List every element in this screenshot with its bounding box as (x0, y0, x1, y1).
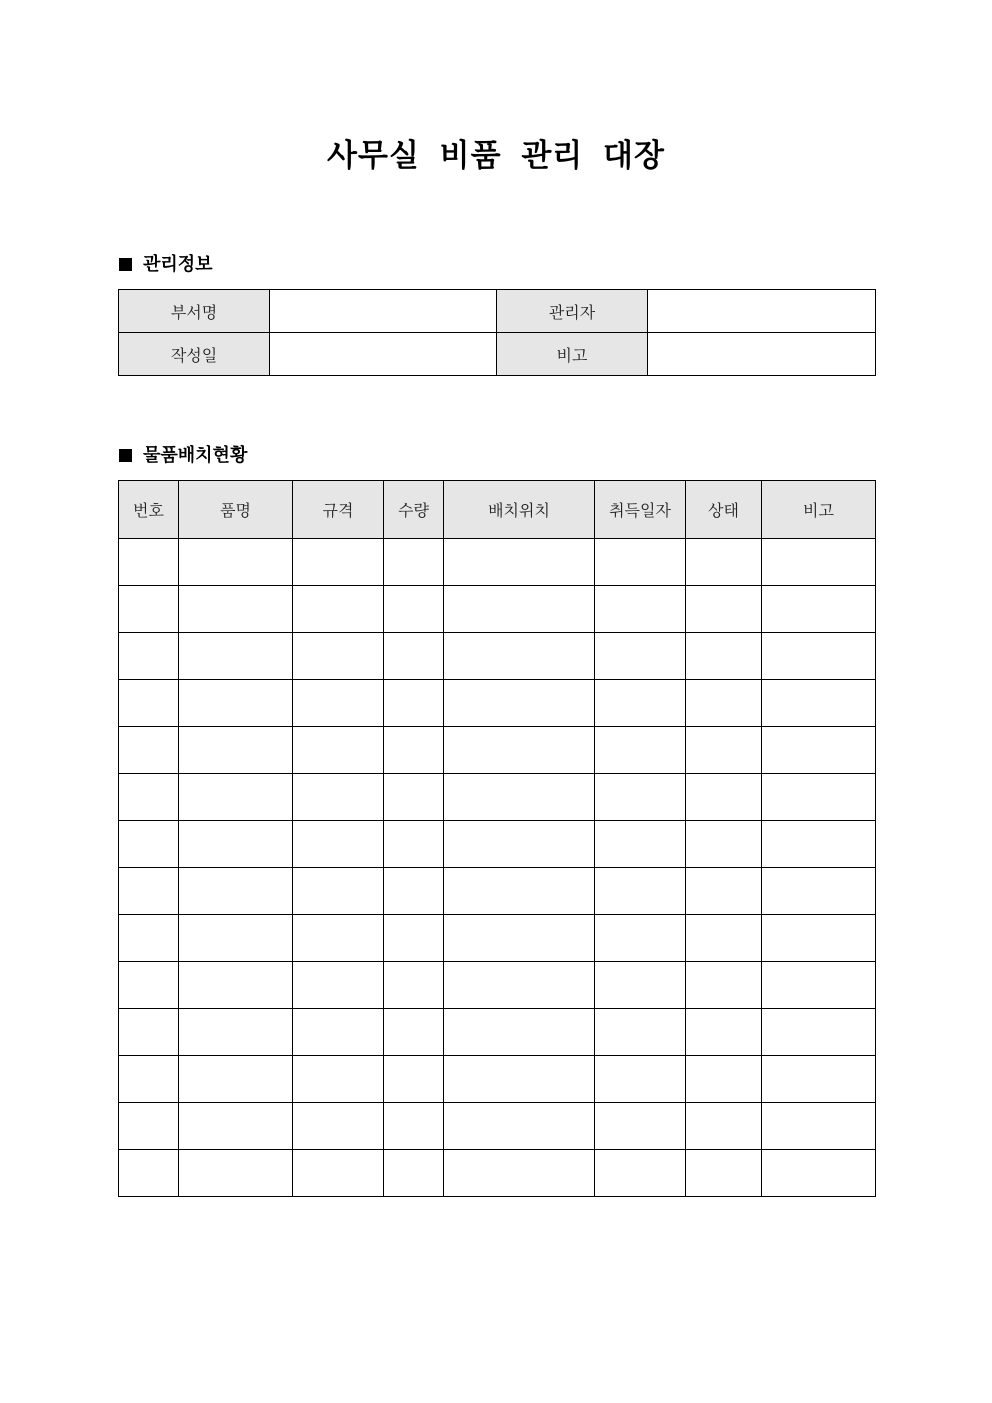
table-row (119, 680, 876, 727)
table-cell[interactable] (595, 1103, 686, 1150)
table-cell[interactable] (762, 633, 876, 680)
note-value-cell[interactable] (648, 333, 876, 376)
table-cell[interactable] (595, 1009, 686, 1056)
table-cell[interactable] (762, 586, 876, 633)
info-table (118, 289, 876, 376)
section-heading-items-label: 물품배치현황 (143, 445, 248, 466)
table-cell[interactable] (179, 1150, 293, 1197)
table-cell[interactable] (384, 1056, 444, 1103)
table-cell[interactable] (444, 586, 595, 633)
table-cell[interactable] (293, 1103, 384, 1150)
table-cell[interactable] (293, 633, 384, 680)
page-title: 사무실 비품 관리 대장 (327, 138, 665, 174)
department-label: 부서명 (119, 290, 270, 333)
table-cell[interactable] (762, 1150, 876, 1197)
table-cell[interactable] (293, 915, 384, 962)
table-row (119, 1056, 876, 1103)
table-cell[interactable] (384, 821, 444, 868)
table-cell[interactable] (444, 915, 595, 962)
table-cell[interactable] (384, 680, 444, 727)
table-row (119, 962, 876, 1009)
table-cell[interactable] (293, 586, 384, 633)
table-cell[interactable] (595, 727, 686, 774)
table-cell[interactable] (444, 774, 595, 821)
table-cell[interactable] (119, 915, 179, 962)
table-row (119, 633, 876, 680)
table-cell[interactable] (384, 1150, 444, 1197)
table-cell[interactable] (384, 539, 444, 586)
table-cell[interactable] (119, 1103, 179, 1150)
table-cell[interactable] (595, 1150, 686, 1197)
table-cell[interactable] (384, 586, 444, 633)
table-cell[interactable] (444, 539, 595, 586)
table-cell[interactable] (179, 962, 293, 1009)
table-cell[interactable] (762, 539, 876, 586)
department-value-cell[interactable] (270, 290, 497, 333)
table-row (119, 586, 876, 633)
table-cell[interactable] (179, 539, 293, 586)
items-table-body (119, 539, 876, 1197)
table-cell[interactable] (444, 633, 595, 680)
table-cell[interactable] (384, 962, 444, 1009)
table-cell[interactable] (119, 962, 179, 1009)
table-cell[interactable] (119, 633, 179, 680)
table-cell[interactable] (762, 1009, 876, 1056)
table-cell[interactable] (293, 727, 384, 774)
table-cell[interactable] (384, 1009, 444, 1056)
table-cell[interactable] (762, 1056, 876, 1103)
square-bullet-icon (119, 258, 132, 271)
table-cell[interactable] (686, 586, 762, 633)
table-cell[interactable] (595, 868, 686, 915)
table-cell[interactable] (119, 1009, 179, 1056)
table-cell[interactable] (293, 962, 384, 1009)
table-cell[interactable] (686, 821, 762, 868)
table-cell[interactable] (384, 774, 444, 821)
table-row (119, 539, 876, 586)
table-cell[interactable] (384, 915, 444, 962)
table-cell[interactable] (686, 539, 762, 586)
table-cell[interactable] (293, 868, 384, 915)
table-cell[interactable] (595, 821, 686, 868)
table-cell[interactable] (686, 962, 762, 1009)
table-row (119, 868, 876, 915)
table-cell[interactable] (444, 1103, 595, 1150)
table-cell[interactable] (179, 1103, 293, 1150)
column-header-spec: 규격 (293, 481, 384, 539)
table-cell[interactable] (686, 774, 762, 821)
table-cell[interactable] (762, 774, 876, 821)
column-header-quantity: 수량 (384, 481, 444, 539)
table-row (119, 1103, 876, 1150)
manager-value-cell[interactable] (648, 290, 876, 333)
table-cell[interactable] (762, 1103, 876, 1150)
table-cell[interactable] (595, 586, 686, 633)
table-cell[interactable] (119, 727, 179, 774)
table-cell[interactable] (119, 680, 179, 727)
items-header-row (119, 481, 876, 539)
table-cell[interactable] (119, 868, 179, 915)
column-header-item-name: 품명 (179, 481, 293, 539)
table-cell[interactable] (686, 1103, 762, 1150)
section-heading-items (119, 444, 247, 468)
table-cell[interactable] (444, 680, 595, 727)
section-heading-info-label: 관리정보 (143, 254, 213, 275)
table-cell[interactable] (762, 727, 876, 774)
table-cell[interactable] (762, 821, 876, 868)
table-cell[interactable] (179, 727, 293, 774)
column-header-acquired-date: 취득일자 (595, 481, 686, 539)
note-label: 비고 (497, 333, 648, 376)
table-cell[interactable] (293, 680, 384, 727)
table-row (119, 1150, 876, 1197)
table-cell[interactable] (595, 680, 686, 727)
column-header-status: 상태 (686, 481, 762, 539)
table-cell[interactable] (686, 1009, 762, 1056)
table-cell[interactable] (384, 633, 444, 680)
table-cell[interactable] (686, 1056, 762, 1103)
date-label: 작성일 (119, 333, 270, 376)
table-cell[interactable] (444, 1009, 595, 1056)
column-header-note: 비고 (762, 481, 876, 539)
table-cell[interactable] (595, 915, 686, 962)
table-cell[interactable] (762, 962, 876, 1009)
table-cell[interactable] (179, 680, 293, 727)
table-cell[interactable] (119, 1056, 179, 1103)
table-cell[interactable] (179, 633, 293, 680)
info-row (119, 290, 876, 333)
table-row (119, 727, 876, 774)
table-cell[interactable] (293, 821, 384, 868)
table-cell[interactable] (444, 868, 595, 915)
table-cell[interactable] (595, 1056, 686, 1103)
table-row (119, 774, 876, 821)
table-cell[interactable] (595, 539, 686, 586)
table-cell[interactable] (179, 774, 293, 821)
table-cell[interactable] (595, 633, 686, 680)
table-cell[interactable] (686, 868, 762, 915)
table-cell[interactable] (293, 1150, 384, 1197)
table-cell[interactable] (384, 1103, 444, 1150)
table-cell[interactable] (119, 821, 179, 868)
table-cell[interactable] (686, 633, 762, 680)
table-row (119, 1009, 876, 1056)
table-cell[interactable] (384, 727, 444, 774)
table-cell[interactable] (686, 727, 762, 774)
table-cell[interactable] (293, 539, 384, 586)
table-cell[interactable] (384, 868, 444, 915)
table-cell[interactable] (179, 821, 293, 868)
table-cell[interactable] (293, 774, 384, 821)
table-cell[interactable] (444, 1150, 595, 1197)
date-value-cell[interactable] (270, 333, 497, 376)
table-cell[interactable] (686, 1150, 762, 1197)
table-cell[interactable] (119, 774, 179, 821)
table-cell[interactable] (179, 915, 293, 962)
table-cell[interactable] (119, 539, 179, 586)
table-cell[interactable] (762, 868, 876, 915)
column-header-location: 배치위치 (444, 481, 595, 539)
table-cell[interactable] (293, 1009, 384, 1056)
items-table (118, 480, 876, 1197)
table-cell[interactable] (179, 586, 293, 633)
table-row (119, 821, 876, 868)
table-cell[interactable] (119, 586, 179, 633)
table-cell[interactable] (444, 962, 595, 1009)
table-cell[interactable] (179, 868, 293, 915)
section-heading-info (119, 253, 213, 277)
table-row (119, 915, 876, 962)
table-cell[interactable] (444, 1056, 595, 1103)
table-cell[interactable] (686, 915, 762, 962)
table-cell[interactable] (762, 915, 876, 962)
square-bullet-icon (119, 449, 132, 462)
manager-label: 관리자 (497, 290, 648, 333)
table-cell[interactable] (179, 1056, 293, 1103)
table-cell[interactable] (762, 680, 876, 727)
table-cell[interactable] (595, 774, 686, 821)
column-header-number: 번호 (119, 481, 179, 539)
table-cell[interactable] (686, 680, 762, 727)
table-cell[interactable] (595, 962, 686, 1009)
table-cell[interactable] (444, 821, 595, 868)
table-cell[interactable] (293, 1056, 384, 1103)
table-cell[interactable] (119, 1150, 179, 1197)
info-row (119, 333, 876, 376)
table-cell[interactable] (179, 1009, 293, 1056)
table-cell[interactable] (444, 727, 595, 774)
